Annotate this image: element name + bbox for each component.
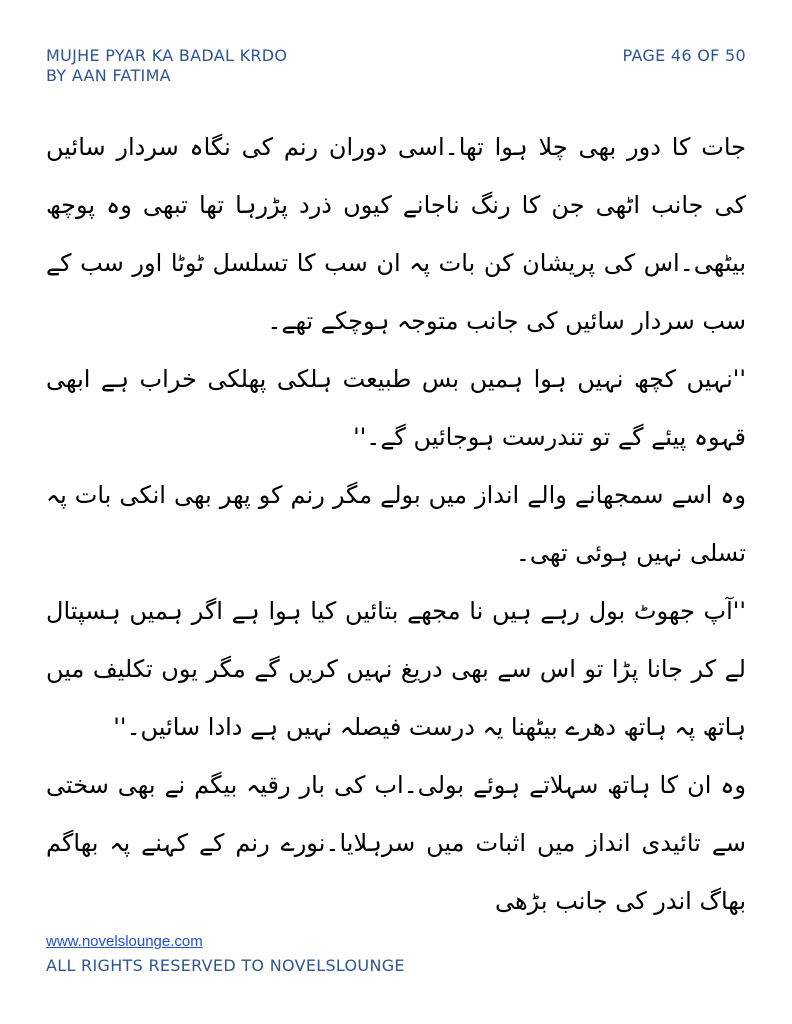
paragraph: وہ اسے سمجھانے والے انداز میں بولے مگر رنم کو پھر بھی انکی بات پہ تسلی نہیں ہوئی تھی۔ <box>46 481 746 567</box>
paragraph: جات کا دور بھی چلا ہوا تھا۔اسی دوران رنم کی نگاہ سردار سائیں کی جانب اٹھی جن کا رنگ ناجانے کیوں ذرد پڑرہا تھا تبھی وہ پوچھ بیٹھی۔اس کی پریشان کن بات پہ ان سب کا تسلسل ٹوٹا اور سب کے سب سردار سائیں کی جانب متوجہ ہوچکے تھے۔ <box>46 133 746 335</box>
author-line: BY AAN FATIMA <box>46 66 171 85</box>
paragraph: وہ ان کا ہاتھ سہلاتے ہوئے بولی۔اب کی بار رقیہ بیگم نے بھی سختی سے تائیدی انداز میں اثبات میں سرہلایا۔نورے رنم کے کہنے پہ بھاگم بھاگ اندر کی جانب بڑھی <box>46 771 746 915</box>
document-header-left <box>46 46 287 86</box>
paragraph: ''آپ جھوٹ بول رہے ہیں نا مجھے بتائیں کیا ہوا ہے اگر ہمیں ہسپتال لے کر جانا پڑا تو اس سے بھی دریغ نہیں کریں گے مگر یوں تکلیف میں ہاتھ پہ ہاتھ دھرے بیٹھنا یہ درست فیصلہ نہیں ہے دادا سائیں۔'' <box>46 597 746 741</box>
novel-title: MUJHE PYAR KA BADAL KRDO <box>46 46 288 65</box>
story-body <box>46 118 746 930</box>
website-link[interactable]: www.novelslounge.com <box>46 933 203 950</box>
rights-notice: ALL RIGHTS RESERVED TO NOVELSLOUNGE <box>46 956 405 975</box>
paragraph: ''نہیں کچھ نہیں ہوا ہمیں بس طبیعت ہلکی پھلکی خراب ہے ابھی قہوہ پیئے گے تو تندرست ہوجائیں گے۔'' <box>46 365 746 451</box>
page-number: PAGE 46 OF 50 <box>622 46 746 65</box>
